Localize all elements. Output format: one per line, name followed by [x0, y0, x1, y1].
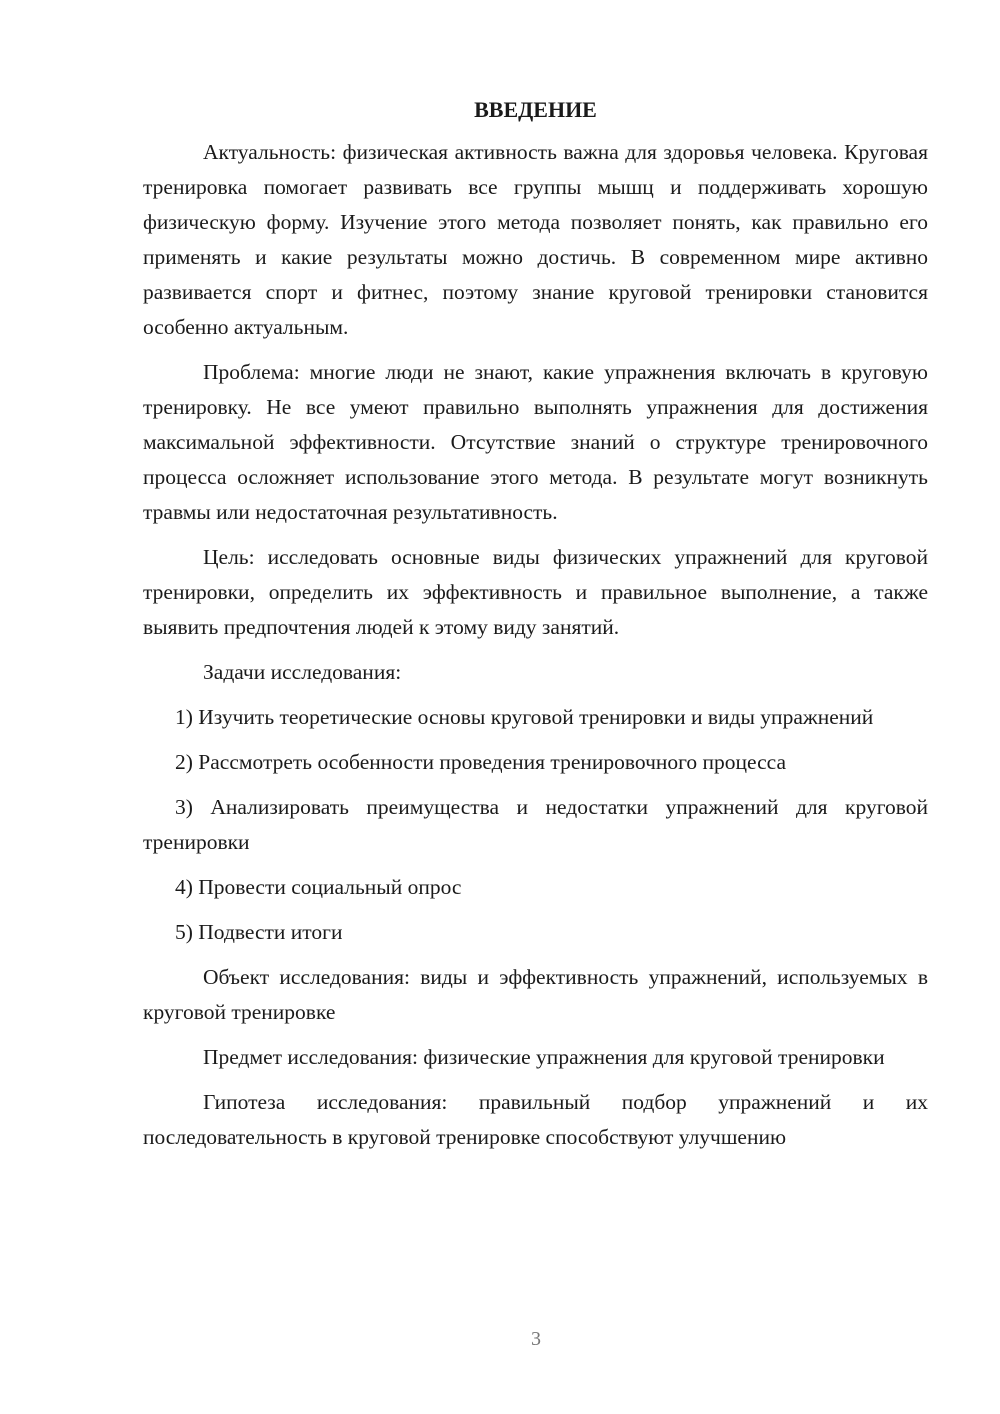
paragraph-subject: Предмет исследования: физические упражнения для круговой тренировки	[203, 1045, 885, 1069]
paragraph-object: Объект исследования: виды и эффективность упражнений, используемых в круговой тренировке	[143, 965, 928, 1024]
task-item: 3) Анализировать преимущества и недостатки упражнений для круговой тренировки	[143, 795, 928, 854]
task-item: 4) Провести социальный опрос	[175, 875, 462, 899]
paragraph-goal: Цель: исследовать основные виды физических упражнений для круговой тренировки, определить их эффективность и правильное выполнение, а также выявить предпочтения людей к этому виду занятий.	[143, 545, 928, 639]
task-item: 1) Изучить теоретические основы круговой тренировки и виды упражнений	[175, 705, 874, 729]
task-item: 2) Рассмотреть особенности проведения тренировочного процесса	[175, 750, 787, 774]
page-number: 3	[531, 1328, 541, 1350]
section-title: ВВЕДЕНИЕ	[474, 97, 597, 122]
paragraph-tasks-heading: Задачи исследования:	[203, 660, 402, 684]
paragraph-relevance: Актуальность: физическая активность важна для здоровья человека. Круговая тренировка помогает развивать все группы мышц и поддерживать хорошую физическую форму. Изучение этого метода позволяет понять, как правильно его применять и какие результаты можно достичь. В современном мире активно развивается спорт и фитнес, поэтому знание круговой тренировки становится особенно актуальным.	[143, 140, 928, 339]
document-page	[143, 92, 928, 1165]
task-item: 5) Подвести итоги	[175, 920, 343, 944]
paragraph-hypothesis: Гипотеза исследования: правильный подбор упражнений и их последовательность в круговой тренировке способствуют улучшению	[143, 1090, 928, 1149]
paragraph-problem: Проблема: многие люди не знают, какие упражнения включать в круговую тренировку. Не все умеют правильно выполнять упражнения для достижения максимальной эффективности. Отсутствие знаний о структуре тренировочного процесса осложняет использование этого метода. В результате могут возникнуть травмы или недостаточная результативность.	[143, 360, 928, 524]
